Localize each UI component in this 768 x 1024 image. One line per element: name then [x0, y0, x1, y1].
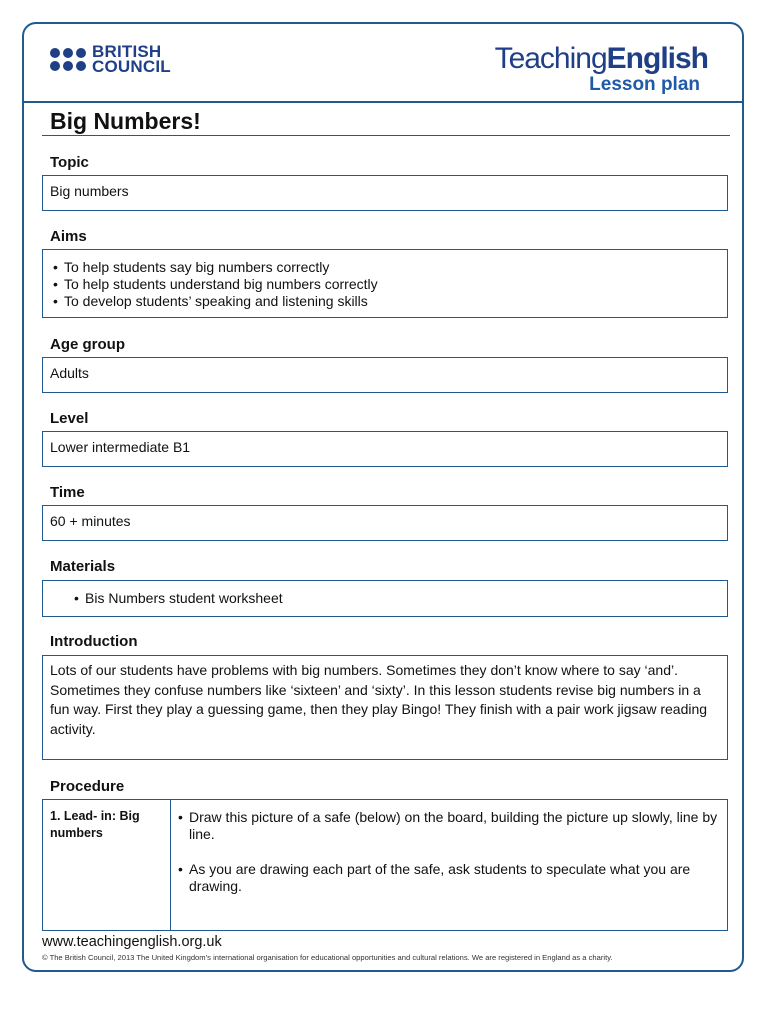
materials-label: Materials: [50, 558, 116, 575]
aims-box: [42, 249, 728, 318]
procedure-step: • As you are drawing each part of the safe, ask students to speculate what you are drawing.: [175, 861, 721, 895]
procedure-stage: 1. Lead- in: Big numbers: [43, 800, 171, 930]
te-word-2: English: [606, 42, 708, 75]
british-council-logo: [50, 44, 171, 74]
level-value: Lower intermediate B1: [50, 439, 191, 455]
introduction-text: Lots of our students have problems with big numbers. Sometimes they don’t know where to say ‘and’. Sometimes they confuse numbers like ‘sixteen’ and ‘sixty’. In this lesson students revise big numbers in a fun way. First they play a guessing game, then they play Bingo! They finish with a pair work jigsaw reading activity.: [50, 662, 708, 737]
lesson-plan-label: Lesson plan: [589, 74, 700, 95]
topic-box: [42, 175, 728, 211]
materials-box: [42, 580, 728, 617]
page-title: Big Numbers!: [50, 108, 201, 134]
procedure-step: • Draw this picture of a safe (below) on the board, building the picture up slowly, line by line.: [175, 809, 721, 843]
age-label: Age group: [50, 336, 125, 353]
age-value: Adults: [50, 365, 89, 381]
logo-line-2: COUNCIL: [92, 57, 171, 76]
logo-line-1: BRITISH: [92, 42, 162, 61]
header-divider: [24, 101, 742, 103]
procedure-table: [42, 799, 728, 931]
procedure-label: Procedure: [50, 778, 125, 795]
aim-item: • To develop students’ speaking and listening skills: [50, 293, 720, 310]
copyright-notice: © The British Council, 2013 The United Kingdom’s international organisation for educational opportunities and cultural relations. We are registered in England as a charity.: [42, 953, 613, 962]
time-label: Time: [50, 484, 85, 501]
topic-value: Big numbers: [50, 183, 129, 199]
te-word-1: Teaching: [494, 42, 607, 75]
level-label: Level: [50, 410, 89, 427]
teaching-english-logo: [495, 42, 708, 96]
topic-label: Topic: [50, 154, 89, 171]
material-item: • Bis Numbers student worksheet: [71, 590, 720, 607]
title-divider: [42, 135, 730, 136]
logo-dots-icon: [50, 48, 86, 71]
introduction-box: [42, 655, 728, 760]
level-box: [42, 431, 728, 467]
aim-item: • To help students understand big numbers correctly: [50, 276, 720, 293]
aims-label: Aims: [50, 228, 87, 245]
website-link[interactable]: www.teachingenglish.org.uk: [42, 934, 222, 950]
time-value: 60 + minutes: [50, 513, 131, 529]
procedure-steps: [171, 800, 727, 930]
time-box: [42, 505, 728, 541]
aim-item: • To help students say big numbers correctly: [50, 259, 720, 276]
age-box: [42, 357, 728, 393]
introduction-label: Introduction: [50, 633, 138, 650]
